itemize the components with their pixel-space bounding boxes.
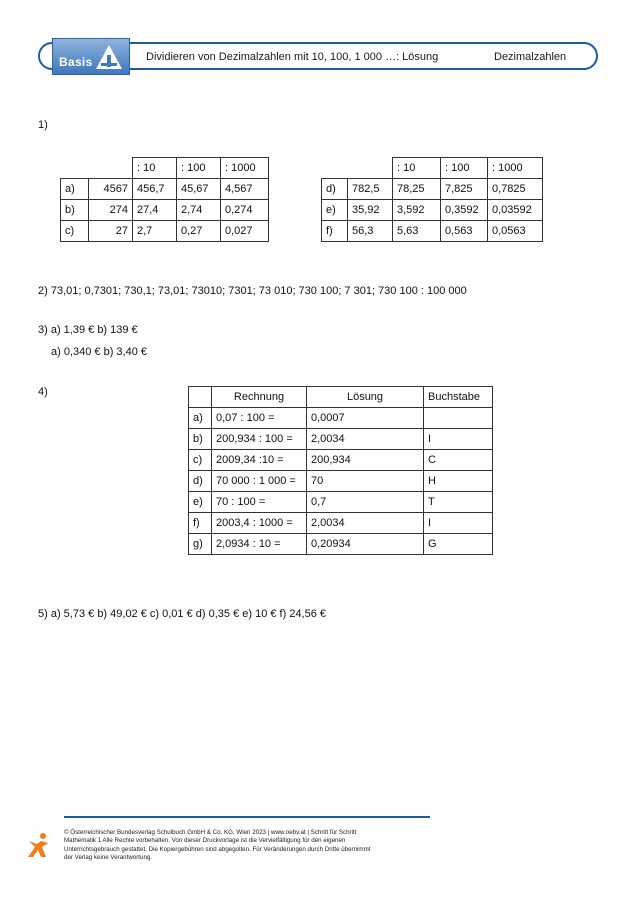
table-cell: 0,27	[177, 221, 221, 242]
row-value: 35,92	[348, 200, 393, 221]
row-label: c)	[189, 450, 212, 471]
footer-line: der Verlag keine Verantwortung.	[64, 854, 153, 862]
table-cell: 2,74	[177, 200, 221, 221]
row-label: a)	[61, 179, 89, 200]
table-row	[189, 492, 493, 513]
loesung-cell: 200,934	[307, 450, 424, 471]
footer-line: Mathematik 1 Alle Rechte vorbehalten. Von dieser Druckvorlage ist die Vervielfältigung für den eigenen	[64, 837, 346, 845]
table-cell: 27,4	[133, 200, 177, 221]
table-row	[189, 513, 493, 534]
table-row	[189, 408, 493, 429]
logo-text: Basis	[59, 55, 93, 69]
triangle-logo-icon	[95, 43, 123, 71]
header-cell: : 1000	[488, 158, 543, 179]
table-row	[189, 429, 493, 450]
table-row	[61, 200, 269, 221]
table-row	[189, 450, 493, 471]
loesung-cell: 0,20934	[307, 534, 424, 555]
table-cell: 0,274	[221, 200, 269, 221]
buchstabe-cell: C	[424, 450, 493, 471]
rechnung-cell: 70 000 : 1 000 =	[212, 471, 307, 492]
table-cell: 5,63	[393, 221, 441, 242]
row-label: b)	[61, 200, 89, 221]
row-label: d)	[322, 179, 348, 200]
task-1-number: 1)	[38, 119, 48, 131]
rechnung-cell: 2009,34 :10 =	[212, 450, 307, 471]
table-cell: 0,027	[221, 221, 269, 242]
row-label: c)	[61, 221, 89, 242]
table-header-row	[322, 158, 543, 179]
row-label: f)	[322, 221, 348, 242]
table-row	[322, 200, 543, 221]
table-cell: 45,67	[177, 179, 221, 200]
row-label: a)	[189, 408, 212, 429]
table-row	[189, 471, 493, 492]
row-value: 274	[89, 200, 133, 221]
table-header-row	[189, 387, 493, 408]
table-header-row	[61, 158, 269, 179]
buchstabe-cell: H	[424, 471, 493, 492]
header-cell: : 1000	[221, 158, 269, 179]
table-cell: 0,563	[441, 221, 488, 242]
header-cell: : 10	[393, 158, 441, 179]
loesung-cell: 2,0034	[307, 513, 424, 534]
header-cell: Lösung	[307, 387, 424, 408]
task-4-table	[188, 386, 493, 555]
row-value: 4567	[89, 179, 133, 200]
publisher-logo-icon	[26, 832, 52, 860]
table-row	[189, 534, 493, 555]
row-label: f)	[189, 513, 212, 534]
table-row	[61, 179, 269, 200]
row-label: d)	[189, 471, 212, 492]
header-cell: : 100	[441, 158, 488, 179]
header-cell: Rechnung	[212, 387, 307, 408]
task-1-right-table	[321, 157, 543, 242]
table-cell: 78,25	[393, 179, 441, 200]
row-label: e)	[322, 200, 348, 221]
buchstabe-cell: I	[424, 429, 493, 450]
loesung-cell: 0,7	[307, 492, 424, 513]
table-cell: 3,592	[393, 200, 441, 221]
task-1-left-table	[60, 157, 269, 242]
table-cell: 456,7	[133, 179, 177, 200]
buchstabe-cell	[424, 408, 493, 429]
table-row	[322, 179, 543, 200]
buchstabe-cell: T	[424, 492, 493, 513]
loesung-cell: 0,0007	[307, 408, 424, 429]
rechnung-cell: 200,934 : 100 =	[212, 429, 307, 450]
basis-logo	[52, 38, 130, 75]
table-row	[61, 221, 269, 242]
row-label: g)	[189, 534, 212, 555]
task-3-answer-line-2: a) 0,340 € b) 3,40 €	[51, 346, 148, 358]
table-cell: 0,7825	[488, 179, 543, 200]
footer-copyright	[64, 829, 444, 863]
header-cell: Buchstabe	[424, 387, 493, 408]
table-cell: 7,825	[441, 179, 488, 200]
table-cell: 0,0563	[488, 221, 543, 242]
table-cell: 2,7	[133, 221, 177, 242]
loesung-cell: 2,0034	[307, 429, 424, 450]
row-value: 782,5	[348, 179, 393, 200]
rechnung-cell: 0,07 : 100 =	[212, 408, 307, 429]
rechnung-cell: 2003,4 : 1000 =	[212, 513, 307, 534]
rechnung-cell: 70 : 100 =	[212, 492, 307, 513]
footer-rule	[64, 816, 430, 818]
rechnung-cell: 2,0934 : 10 =	[212, 534, 307, 555]
row-label: b)	[189, 429, 212, 450]
footer-line: Unterrichtsgebrauch gestattet. Die Kopiergebühren sind abgegolten. Für Veränderungen durch Dritte übernimmt	[64, 845, 371, 853]
header-cell: : 100	[177, 158, 221, 179]
table-row	[322, 221, 543, 242]
footer-line: © Österreichischer Bundesverlag Schulbuch GmbH & Co. KG, Wien 2023 | www.oebv.at | Schritt für Schritt	[64, 829, 357, 836]
buchstabe-cell: I	[424, 513, 493, 534]
task-4-number: 4)	[38, 386, 48, 398]
row-label: e)	[189, 492, 212, 513]
row-value: 56,3	[348, 221, 393, 242]
worksheet-title: Dividieren von Dezimalzahlen mit 10, 100, 1 000 …: Lösung	[146, 51, 439, 63]
task-5-answer: 5) a) 5,73 € b) 49,02 € c) 0,01 € d) 0,35 € e) 10 € f) 24,56 €	[38, 608, 327, 620]
table-cell: 0,3592	[441, 200, 488, 221]
worksheet-topic: Dezimalzahlen	[494, 51, 567, 63]
task-2-answer: 2) 73,01; 0,7301; 730,1; 73,01; 73010; 7301; 73 010; 730 100; 7 301; 730 100 : 100 000	[38, 285, 467, 297]
table-cell: 4,567	[221, 179, 269, 200]
loesung-cell: 70	[307, 471, 424, 492]
task-3-answer-line-1: 3) a) 1,39 € b) 139 €	[38, 324, 138, 336]
buchstabe-cell: G	[424, 534, 493, 555]
header-cell: : 10	[133, 158, 177, 179]
row-value: 27	[89, 221, 133, 242]
table-cell: 0,03592	[488, 200, 543, 221]
